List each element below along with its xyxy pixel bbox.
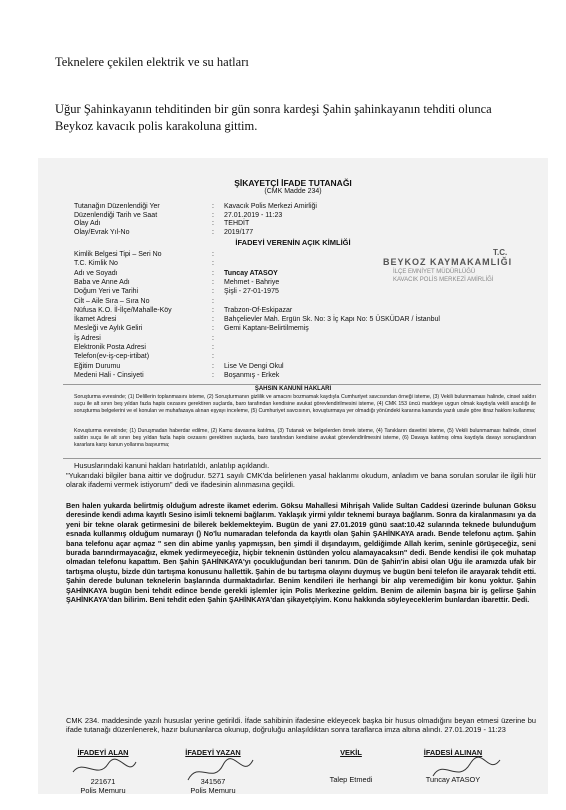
header-field-label: Tutanağın Düzenlendiği Yer bbox=[74, 203, 160, 210]
stamp-tc: T.C. bbox=[493, 248, 508, 257]
identity-field-label: İkamet Adresi bbox=[74, 316, 117, 324]
colon-separator: : bbox=[212, 269, 214, 277]
colon-separator: : bbox=[212, 353, 214, 361]
header-field-value: Kavacık Polis Merkezi Amirliği bbox=[224, 203, 317, 210]
colon-separator: : bbox=[212, 362, 214, 370]
signature-role: Polis Memuru bbox=[80, 786, 126, 795]
identity-field-label: Baba ve Anne Adı bbox=[74, 278, 130, 286]
consent-text: "Yukarıdaki bilgiler bana aittir ve doğrudur. 5271 sayılı CMK'da belirlenen yasal haklarımı okudum, anladım ve bana sorulan sorular ile ilgili hür olarak ifademi vermek istiyorum" dedi ve ifadesinin alınmasına geçildi. bbox=[66, 471, 536, 490]
colon-separator: : bbox=[212, 325, 214, 333]
header-field-label: Olay/Evrak Yıl-No bbox=[74, 228, 130, 236]
signature-scribble bbox=[188, 759, 253, 780]
statement-part-1: Ben halen yukarda belirtmiş olduğum adreste ikamet ederim. Göksu Mahallesi Mihrişah Valide Sultan Caddesi üzerinde bulunan Göksu deresinde kendi adıma kayıtlı Sesino isimli teknemi bağlarım. Yaklaşık yirmi yıldır teknemi buraya bağlarım. Sonra da kiralanmasını ya da yeni bir tekne olarak getirmesini de bilerek beklemekteyim. Bugün de yani 27.01.2019 günü saat:10.42 sularında teknede bulunduğum esnada kullanmış olduğum numarayı ( bbox=[66, 501, 536, 539]
identity-field-label: T.C. Kimlik No bbox=[74, 260, 118, 268]
intro-paragraph: Uğur Şahinkayanın tehditinden bir gün sonra kardeşi Şahin şahinkayanın tehditi olunca Beykoz kavacık polis karakoluna gittim. bbox=[55, 102, 492, 133]
identity-field-label: Doğum Yeri ve Tarihi bbox=[74, 288, 139, 296]
identity-field-label: Cilt – Aile Sıra – Sıra No bbox=[74, 297, 150, 305]
identity-field-label: Eğitim Durumu bbox=[74, 362, 121, 370]
signature-scribble bbox=[433, 757, 500, 776]
colon-separator: : bbox=[212, 260, 214, 268]
handwritten-signatures bbox=[38, 750, 548, 810]
divider bbox=[63, 458, 541, 459]
stamp-line-2: KAVACIK POLİS MERKEZİ AMİRLİĞİ bbox=[393, 277, 494, 283]
statement-part-2: ) No'lu numaradan telefonda da kayıtlı olan Şahin ŞAHİNKAYA aradı. Bende telefonu açtım. Şahin bana telefonu açar açmaz " sen din abime yanlış yapmışsın, ben şimdi il dışındayım, geldiğimde Allah kerim, seninle görüşeceğiz, seni burada barındırmayacağız, ekmek yedirmeyeceğiz, hiçbir teknenin üstünden yolcu alamayacaksın" dedi. Bende kendisi ile çok muhatap olmadan telefonu kapattım. Ben Şahin ŞAHİNKAYA'yı çocukluğundan beri tanırım. Dün de Şahin'in abisi olan Uğu ile aramızda ufak bir tartışma oluştu, bizde dün tartışma konusunu hallettik. Şahin de bu tartışma olayını duymuş ve bugün beni telefon ile arayarak tehdit etti. Şahin derede bulunan teknelerin başlarında durmaktadırlar. Benim kendileri ile herhangi bir alıp veremediğim bir konu yoktur. Şahin ŞAHİNKAYA bugün beni tehdit edince bende gerekli işlemler için Polis Merkezine geldim. Benim de ailemin başına bir iş gelirse Şahin ŞAHİNKAYA'dan bilirim. Beni tehdit eden Şahin ŞAHİNKAYA'dan şikayetçiyim. Konu hakkında söyleyeceklerim bunlardan ibarettir. Dedi. bbox=[66, 529, 536, 605]
closing-text: CMK 234. maddesinde yazılı hususlar yerine getirildi. İfade sahibinin ifadesine ekleyecek başka bir husus olmadığını beyan etmesi üzerine bu ifade tutanağı düzenlenerek, hazır bulunanlarca okunup, doğruluğu anlaşıldıktan sonra taraflarca imza altına alındı. 27.01.2019 - 11:23 bbox=[66, 716, 536, 735]
scanned-document bbox=[38, 158, 548, 794]
document-title-text: ŞİKAYETÇİ İFADE TUTANAĞI bbox=[234, 178, 352, 188]
statement-text bbox=[66, 501, 536, 604]
identity-field-value: Boşanmış - Erkek bbox=[224, 371, 280, 379]
signature-heading: İFADEYİ ALAN bbox=[77, 748, 129, 757]
colon-separator: : bbox=[212, 316, 214, 324]
signature-role: Polis Memuru bbox=[190, 786, 236, 795]
identity-field-label: Kimlik Belgesi Tipi – Seri No bbox=[74, 251, 162, 258]
signature-role: Tuncay ATASOY bbox=[425, 775, 481, 784]
colon-separator: : bbox=[212, 228, 214, 236]
intro-title: Teknelere çekilen elektrik ve su hatları bbox=[55, 55, 249, 69]
signature-role: Talep Etmedi bbox=[329, 775, 373, 784]
header-field-label: Düzenlendiği Tarih ve Saat bbox=[74, 211, 158, 219]
signature-number: 341567 bbox=[200, 777, 226, 786]
signature-number: 221671 bbox=[90, 777, 116, 786]
document-subtitle: (CMK Madde 234) bbox=[264, 188, 322, 195]
rights-heading: ŞAHSIN KANUNİ HAKLARI bbox=[254, 386, 332, 392]
header-field-label: Olay Adı bbox=[74, 220, 101, 227]
signature-heading: İFADEYİ YAZAN bbox=[185, 748, 241, 757]
stamp-line-1: İLÇE EMNİYET MÜDÜRLÜĞÜ bbox=[393, 269, 476, 275]
identity-field-value: Bahçelievler Mah. Ergün Sk. No: 3 İç Kapı No: 5 ÜSKÜDAR / İstanbul bbox=[224, 316, 440, 324]
official-stamp bbox=[383, 248, 533, 294]
signature-scribble bbox=[73, 759, 136, 772]
document-title bbox=[38, 178, 548, 195]
rights-reminder: Hususlarındaki kanuni hakları hatırlatıldı, anlatılıp açıklandı. bbox=[74, 461, 270, 470]
stamp-kaymakamlik: BEYKOZ KAYMAKAMLIĞI bbox=[383, 257, 513, 267]
signature-heading: VEKİL bbox=[340, 748, 362, 757]
colon-separator: : bbox=[212, 371, 214, 379]
colon-separator: : bbox=[212, 220, 214, 227]
identity-field-label: Adı ve Soyadı bbox=[74, 269, 118, 277]
divider bbox=[63, 384, 541, 385]
identity-field-label: Mesleği ve Aylık Geliri bbox=[74, 325, 143, 333]
identity-field-label: İş Adresi bbox=[74, 334, 101, 342]
colon-separator: : bbox=[212, 344, 214, 351]
identity-field-label: Elektronik Posta Adresi bbox=[74, 344, 146, 351]
identity-field-value: Mehmet - Bahriye bbox=[224, 278, 280, 286]
header-field-value: 27.01.2019 - 11:23 bbox=[224, 211, 283, 219]
colon-separator: : bbox=[212, 278, 214, 286]
identity-field-value: Trabzon-Of-Eskipazar bbox=[224, 306, 293, 314]
colon-separator: : bbox=[212, 251, 214, 258]
header-field-value: TEHDİT bbox=[224, 220, 250, 227]
colon-separator: : bbox=[212, 297, 214, 305]
colon-separator: : bbox=[212, 334, 214, 342]
colon-separator: : bbox=[212, 211, 214, 219]
colon-separator: : bbox=[212, 288, 214, 296]
identity-field-value: Tuncay ATASOY bbox=[224, 269, 278, 277]
rights-prosecution: Kovuşturma evresinde; (1) Duruşmadan haberdar edilme, (2) Kamu davasına katılma, (3) Tutanak ve belgelerden örnek isteme, (4) Tanıkların davetini isteme, (5) Vekili bulunmaması halinde, cinsel saldırı suçu ile alt sınırı beş yıldan fazla hapis cezasını gerektiren suçlarda, baro tarafından kendisine avukat görevlendirilmesini isteme, (6) Davaya katılmış olma kaydıyla davayı sonuçlandıran kararlara karşı kanun yollarına başvurma; bbox=[74, 428, 536, 448]
rights-investigation: Soruşturma evresinde; (1) Delillerin toplanmasını isteme, (2) Soruşturmanın gizlilik ve amacını bozmamak kaydıyla Cumhuriyet savcısından örneği isteme, (3) Vekili bulunmaması halinde, cinsel saldırı suçu ile alt sınırı beş yıldan fazla hapis cezasını gerektiren suçlarda, baro tarafından kendisine avukat görevlendirilmesini isteme, (4) CMK 153 üncü maddeye uygun olmak kaydıyla vekili aracılığı ile soruşturma belgelerini ve el konulan ve muhafazaya alınan eşyayı inceleme, (5) Cumhuriyet savcısının, kovuşturmaya yer olmadığı yönündeki kararına kanunda yazılı usule göre itiraz hakkını kullanma; bbox=[74, 394, 536, 414]
identity-field-label: Telefon(ev-iş-cep-irtibat) bbox=[74, 353, 150, 361]
identity-heading: İFADEYİ VERENİN AÇIK KİMLİĞİ bbox=[235, 238, 351, 247]
identity-field-value: Lise Ve Dengi Okul bbox=[224, 362, 284, 370]
signature-heading: İFADESİ ALINAN bbox=[423, 748, 483, 757]
identity-field-label: Nüfusa K.O. İl-İlçe/Mahalle-Köy bbox=[74, 306, 172, 314]
identity-field-value: Şişli - 27-01-1975 bbox=[224, 288, 279, 296]
colon-separator: : bbox=[212, 306, 214, 314]
identity-field-label: Medeni Hali - Cinsiyeti bbox=[74, 371, 144, 379]
header-field-value: 2019/177 bbox=[224, 228, 254, 236]
identity-field-value: Gemi Kaptanı-Belirtilmemiş bbox=[224, 325, 309, 333]
colon-separator: : bbox=[212, 203, 214, 210]
